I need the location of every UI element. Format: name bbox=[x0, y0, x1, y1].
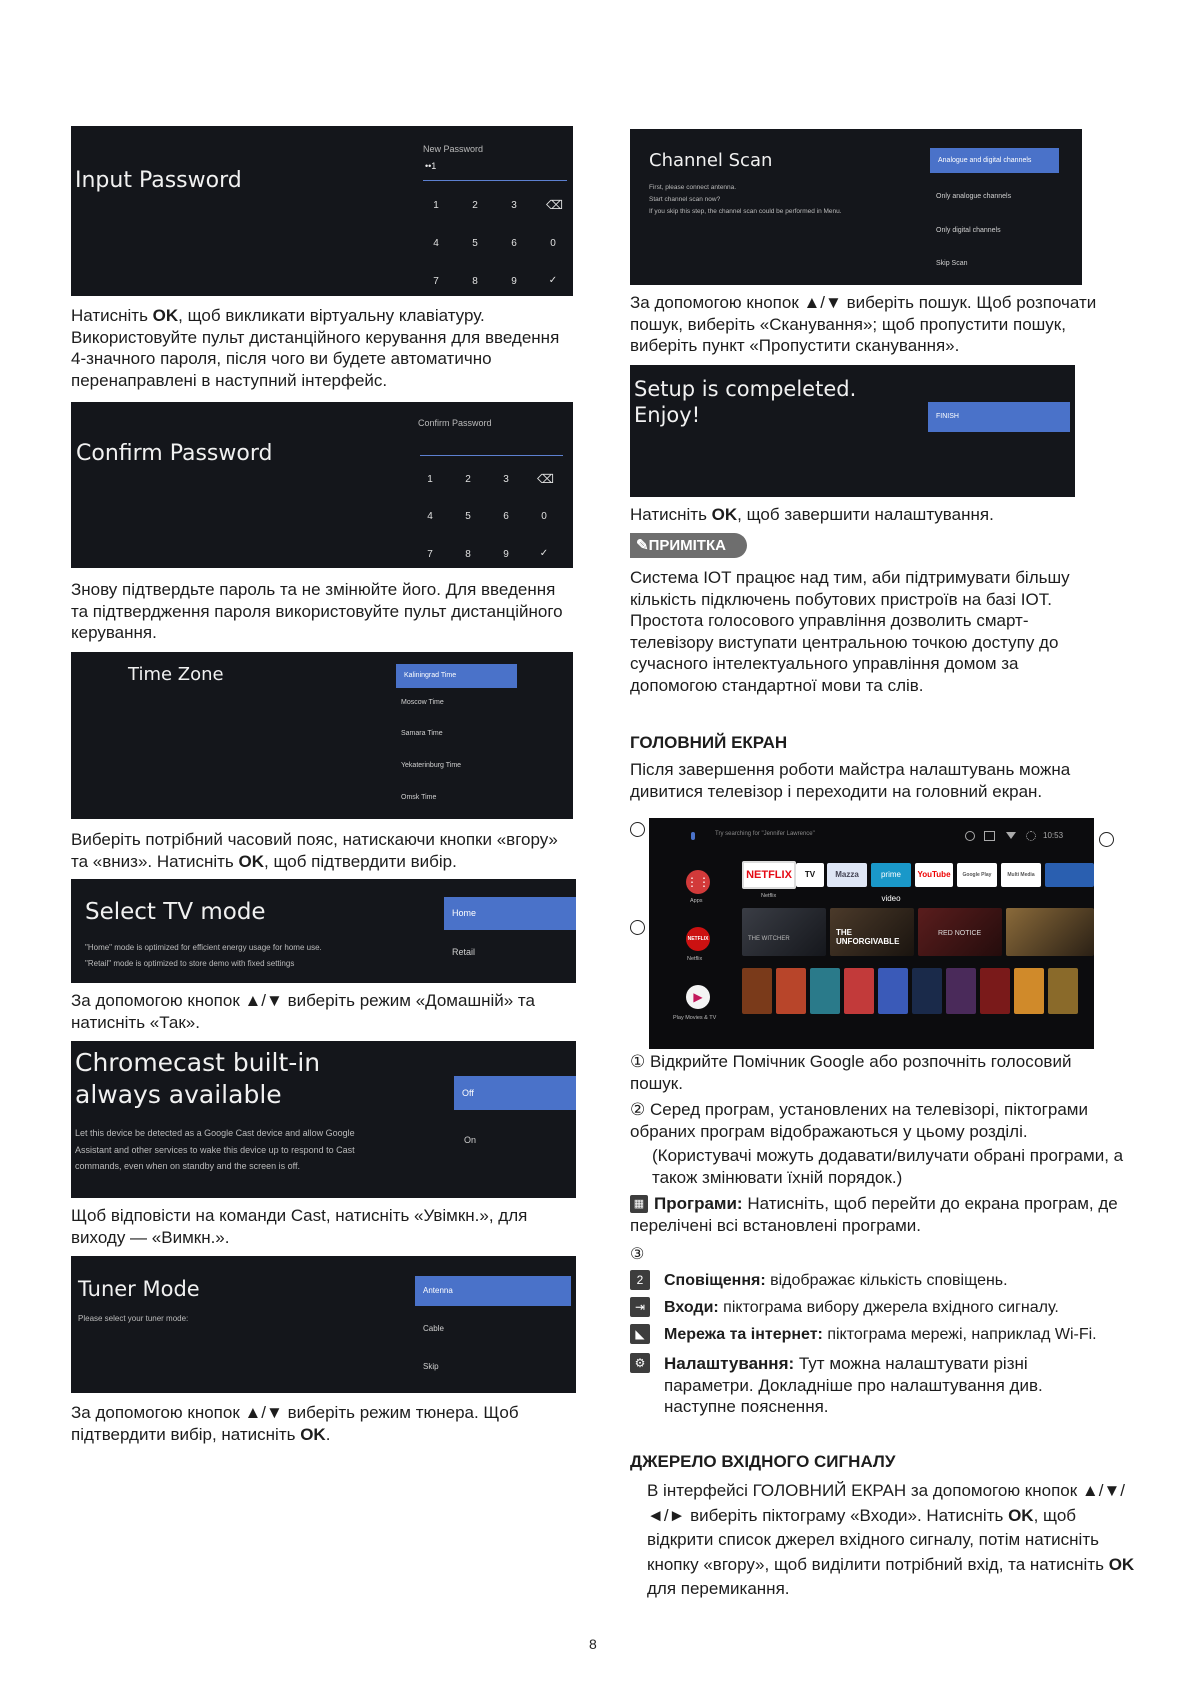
tz-option-moscow[interactable]: Moscow Time bbox=[401, 699, 444, 706]
time-zone-screen bbox=[71, 652, 573, 819]
movie-poster-3[interactable] bbox=[810, 968, 840, 1014]
netflix-icon[interactable]: NETFLIX bbox=[686, 927, 710, 951]
movie-title-unforgivable: THE UNFORGIVABLE bbox=[836, 928, 900, 946]
callout-marker-2 bbox=[630, 920, 645, 935]
chromecast-desc: Let this device be detected as a Google Cast device and allow Google Assistant and other services to wake this device up to respond to Cast commands, even when on standby and the screen is off. bbox=[75, 1128, 355, 1171]
home-screen bbox=[649, 818, 1094, 1049]
netflix-tile[interactable]: NETFLIX bbox=[742, 861, 796, 889]
tv-mode-option-home[interactable]: Home bbox=[444, 897, 576, 930]
callout-marker-1 bbox=[630, 822, 645, 837]
channel-scan-desc3: If you skip this step, the channel scan could be performed in Menu. bbox=[649, 208, 842, 215]
play-movies-icon[interactable]: ▶ bbox=[686, 985, 710, 1009]
channel-scan-desc2: Start channel scan now? bbox=[649, 196, 721, 203]
channel-scan-screen bbox=[630, 129, 1082, 285]
apps-icon[interactable]: ⋮⋮ bbox=[686, 870, 710, 894]
confirm-password-title: Confirm Password bbox=[76, 441, 273, 466]
tv-mode-option-retail[interactable]: Retail bbox=[452, 947, 476, 957]
tuner-mode-screen bbox=[71, 1256, 576, 1393]
chromecast-title-line2: always available bbox=[75, 1080, 282, 1109]
chromecast-option-on[interactable]: On bbox=[464, 1135, 477, 1145]
item-2: ② Серед програм, установлених на телевізорі, піктограми обраних програм відображаються у цьому розділі. bbox=[630, 1100, 1088, 1141]
movie-poster-1[interactable] bbox=[742, 968, 772, 1014]
key-1[interactable]: 1 bbox=[427, 474, 433, 485]
key-6[interactable]: 6 bbox=[503, 511, 509, 522]
callout-marker-3 bbox=[1099, 832, 1114, 847]
item-2-note: (Користувачі можуть додавати/вилучати обрані програми, а також змінювати їхній порядок.) bbox=[652, 1146, 1124, 1187]
item-1: ① Відкрийте Помічник Google або розпочніть голосовий пошук. bbox=[630, 1052, 1072, 1093]
key-0[interactable]: 0 bbox=[550, 238, 556, 249]
scan-option-analogue[interactable]: Only analogue channels bbox=[936, 193, 1012, 200]
channel-scan-desc1: First, please connect antenna. bbox=[649, 184, 737, 191]
chromecast-title-line1: Chromecast built-in bbox=[75, 1048, 321, 1077]
movie-poster-2[interactable] bbox=[776, 968, 806, 1014]
movie-thumb-red-notice[interactable] bbox=[918, 908, 1002, 956]
input-source-heading: ДЖЕРЕЛО ВХІДНОГО СИГНАЛУ bbox=[630, 1452, 896, 1471]
key-9[interactable]: 9 bbox=[503, 549, 509, 560]
paragraph-ok-keyboard: Натисніть OK, щоб викликати віртуальну клавіатуру. Використовуйте пульт дистанційного керування для введення 4-значного пароля, після чого ви будете автоматично перенаправлені в наступний інтерфейс. bbox=[71, 306, 560, 390]
key-5[interactable]: 5 bbox=[472, 238, 478, 249]
scan-option-digital[interactable]: Only digital channels bbox=[936, 227, 1001, 234]
paragraph-channel-scan: За допомогою кнопок ▲/▼ виберіть пошук. Щоб розпочати пошук, виберіть «Сканування»; щоб пропустити пошук, виберіть пункт «Пропустити сканування». bbox=[630, 293, 1097, 355]
settings-icon[interactable] bbox=[1026, 831, 1036, 841]
movie-title-witcher: THE WITCHER bbox=[748, 936, 790, 942]
key-9[interactable]: 9 bbox=[511, 276, 517, 287]
backspace-icon[interactable]: ⌫ bbox=[546, 198, 563, 212]
wifi-icon[interactable] bbox=[1006, 832, 1016, 839]
youtube-tile[interactable]: YouTube bbox=[915, 863, 953, 887]
key-6[interactable]: 6 bbox=[511, 238, 517, 249]
new-password-label: New Password bbox=[423, 144, 484, 154]
paragraph-tv-mode: За допомогою кнопок ▲/▼ виберіть режим «Домашній» та натисніть «Так». bbox=[71, 991, 535, 1032]
movie-poster-10[interactable] bbox=[1048, 968, 1078, 1014]
movie-thumb-4[interactable] bbox=[1006, 908, 1094, 956]
tv-mode-desc-home: "Home" mode is optimized for efficient energy usage for home use. bbox=[85, 943, 322, 952]
key-2[interactable]: 2 bbox=[465, 474, 471, 485]
tz-option-yekaterinburg[interactable]: Yekaterinburg Time bbox=[401, 762, 462, 769]
movie-poster-7[interactable] bbox=[946, 968, 976, 1014]
field-underline bbox=[423, 180, 567, 181]
setup-complete-screen bbox=[630, 365, 1075, 497]
tv-mode-screen bbox=[71, 879, 576, 983]
key-8[interactable]: 8 bbox=[465, 549, 471, 560]
settings-gear-icon: ⚙ bbox=[630, 1353, 650, 1373]
movie-title-red-notice: RED NOTICE bbox=[938, 930, 982, 937]
setup-complete-line2: Enjoy! bbox=[634, 403, 701, 427]
paragraph-confirm: Знову підтвердьте пароль та не змінюйте його. Для введення та підтвердження пароля використовуйте пульт дистанційного керування. bbox=[71, 580, 563, 642]
chromecast-screen bbox=[71, 1041, 576, 1198]
channel-scan-title: Channel Scan bbox=[649, 150, 773, 171]
home-screen-heading: ГОЛОВНИЙ ЕКРАН bbox=[630, 733, 788, 752]
notifications-badge-icon: 2 bbox=[630, 1270, 650, 1290]
tuner-option-antenna[interactable]: Antenna bbox=[415, 1276, 571, 1306]
movie-poster-6[interactable] bbox=[912, 968, 942, 1014]
setup-complete-line1: Setup is compeleted. bbox=[634, 377, 857, 401]
scan-option-skip[interactable]: Skip Scan bbox=[936, 260, 968, 267]
apps-grid-icon: ▦ bbox=[630, 1195, 648, 1213]
key-7[interactable]: 7 bbox=[433, 276, 439, 287]
multi-media-tile[interactable]: Multi Media bbox=[1001, 863, 1041, 887]
item-settings: Налаштування: Тут можна налаштувати різні параметри. Докладніше про налаштування див. наступне пояснення. bbox=[664, 1354, 1043, 1416]
item-network: Мережа та інтернет: піктограма мережі, наприклад Wi-Fi. bbox=[664, 1326, 1097, 1343]
key-4[interactable]: 4 bbox=[427, 511, 433, 522]
input-password-screen bbox=[71, 126, 573, 296]
confirm-check-icon[interactable]: ✓ bbox=[548, 275, 558, 286]
confirm-password-screen bbox=[71, 402, 573, 568]
paragraph-input-source: В інтерфейсі ГОЛОВНИЙ ЕКРАН за допомогою кнопок ▲/▼/◄/► виберіть піктограму «Входи». Натисніть OK, щоб відкрити список джерел вхідного сигналу, потім натисніть кнопку «вгору», щоб виділити потрібний вхід, та натисніть OK для перемикання. bbox=[647, 1481, 1135, 1598]
item-3-marker: ③ bbox=[630, 1246, 645, 1263]
key-7[interactable]: 7 bbox=[427, 549, 433, 560]
paragraph-home-screen: Після завершення роботи майстра налаштувань можна дивитися телевізор і переходити на головний екран. bbox=[630, 760, 1071, 801]
tz-option-samara[interactable]: Samara Time bbox=[401, 730, 443, 737]
paragraph-iot: Система IOT працює над тим, аби підтримувати більшу кількість підключень побутових пристроїв на базі IOT. Простота голосового управління дозволить смарт-телевізору виступати центральною точкою доступу до сучасного інтелектуального управління домом за допомогою стандартної мови та слів. bbox=[630, 568, 1070, 695]
field-underline bbox=[420, 455, 563, 456]
note-badge: ✎ПРИМІТКА bbox=[630, 533, 747, 558]
tv-mode-desc-retail: "Retail" mode is optimized to store demo with fixed settings bbox=[85, 959, 295, 968]
movie-poster-5[interactable] bbox=[878, 968, 908, 1014]
item-apps: Програми: Натисніть, щоб перейти до екрана програм, де перелічені всі встановлені програми. bbox=[630, 1194, 1118, 1235]
key-8[interactable]: 8 bbox=[472, 276, 478, 287]
tuner-option-skip[interactable]: Skip bbox=[423, 1362, 439, 1371]
google-play-tile[interactable]: Google Play bbox=[957, 863, 997, 887]
item-inputs: Входи: піктограма вибору джерела вхідного сигналу. bbox=[664, 1299, 1059, 1316]
paragraph-chromecast: Щоб відповісти на команди Cast, натисніть «Увімкн.», для виходу — «Вимкн.». bbox=[71, 1206, 528, 1247]
search-hint[interactable]: Try searching for "Jennifer Lawrence" bbox=[715, 831, 815, 837]
chromecast-option-off[interactable]: Off bbox=[454, 1076, 576, 1110]
time-zone-title: Time Zone bbox=[128, 664, 224, 685]
movie-thumb-unforgivable[interactable] bbox=[830, 908, 914, 956]
microphone-icon[interactable] bbox=[691, 832, 695, 840]
key-5[interactable]: 5 bbox=[465, 511, 471, 522]
movie-poster-8[interactable] bbox=[980, 968, 1010, 1014]
clock: 10:53 bbox=[1043, 831, 1064, 840]
network-wifi-icon: ◣ bbox=[630, 1324, 650, 1344]
finish-button[interactable]: FINISH bbox=[928, 402, 1070, 432]
apps-label: Apps bbox=[690, 898, 703, 904]
backspace-icon[interactable]: ⌫ bbox=[537, 472, 554, 486]
movie-poster-9[interactable] bbox=[1014, 968, 1044, 1014]
movie-poster-4[interactable] bbox=[844, 968, 874, 1014]
key-4[interactable]: 4 bbox=[433, 238, 439, 249]
new-password-field[interactable]: ••1 bbox=[425, 161, 437, 171]
tz-option-omsk[interactable]: Omsk Time bbox=[401, 794, 437, 801]
notifications-icon[interactable] bbox=[965, 831, 975, 841]
item-notifications: Сповіщення: відображає кількість сповіщень. bbox=[664, 1272, 1008, 1289]
page-number: 8 bbox=[589, 1636, 597, 1652]
confirm-password-label: Confirm Password bbox=[418, 418, 492, 428]
paperclip-icon: ✎ bbox=[636, 537, 649, 554]
tuner-mode-title: Tuner Mode bbox=[78, 1277, 200, 1301]
paragraph-tuner: За допомогою кнопок ▲/▼ виберіть режим тюнера. Щоб підтвердити вибір, натисніть OK. bbox=[71, 1403, 519, 1444]
paragraph-time-zone: Виберіть потрібний часовий пояс, натискаючи кнопки «вгору» та «вниз». Натисніть OK, щоб підтвердити вибір. bbox=[71, 830, 558, 871]
tv-mode-title: Select TV mode bbox=[85, 899, 266, 925]
play-movies-label: Play Movies & TV bbox=[673, 1015, 717, 1021]
netflix-channel-label: Netflix bbox=[687, 956, 703, 962]
netflix-row-label: Netflix bbox=[761, 893, 777, 899]
scan-option-analogue-digital[interactable]: Analogue and digital channels bbox=[930, 148, 1059, 173]
key-3[interactable]: 3 bbox=[511, 200, 517, 211]
mazza-tile[interactable]: Mazza bbox=[827, 863, 867, 887]
inputs-source-icon: ⇥ bbox=[630, 1297, 650, 1317]
key-3[interactable]: 3 bbox=[503, 474, 509, 485]
tz-option-kaliningrad[interactable]: Kaliningrad Time bbox=[396, 664, 517, 688]
prime-video-tile[interactable]: prime video bbox=[871, 863, 911, 887]
tv-tile[interactable]: TV bbox=[796, 863, 824, 887]
tuner-option-cable[interactable]: Cable bbox=[423, 1324, 444, 1333]
confirm-check-icon[interactable]: ✓ bbox=[539, 548, 549, 559]
input-password-title: Input Password bbox=[75, 168, 242, 193]
tuner-mode-desc: Please select your tuner mode: bbox=[78, 1314, 189, 1323]
key-2[interactable]: 2 bbox=[472, 200, 478, 211]
key-1[interactable]: 1 bbox=[433, 200, 439, 211]
movie-thumb-witcher[interactable] bbox=[742, 908, 826, 956]
key-0[interactable]: 0 bbox=[541, 511, 547, 522]
extra-tile[interactable] bbox=[1045, 863, 1094, 887]
inputs-icon[interactable] bbox=[984, 831, 995, 841]
paragraph-finish: Натисніть OK, щоб завершити налаштування. bbox=[630, 505, 994, 524]
